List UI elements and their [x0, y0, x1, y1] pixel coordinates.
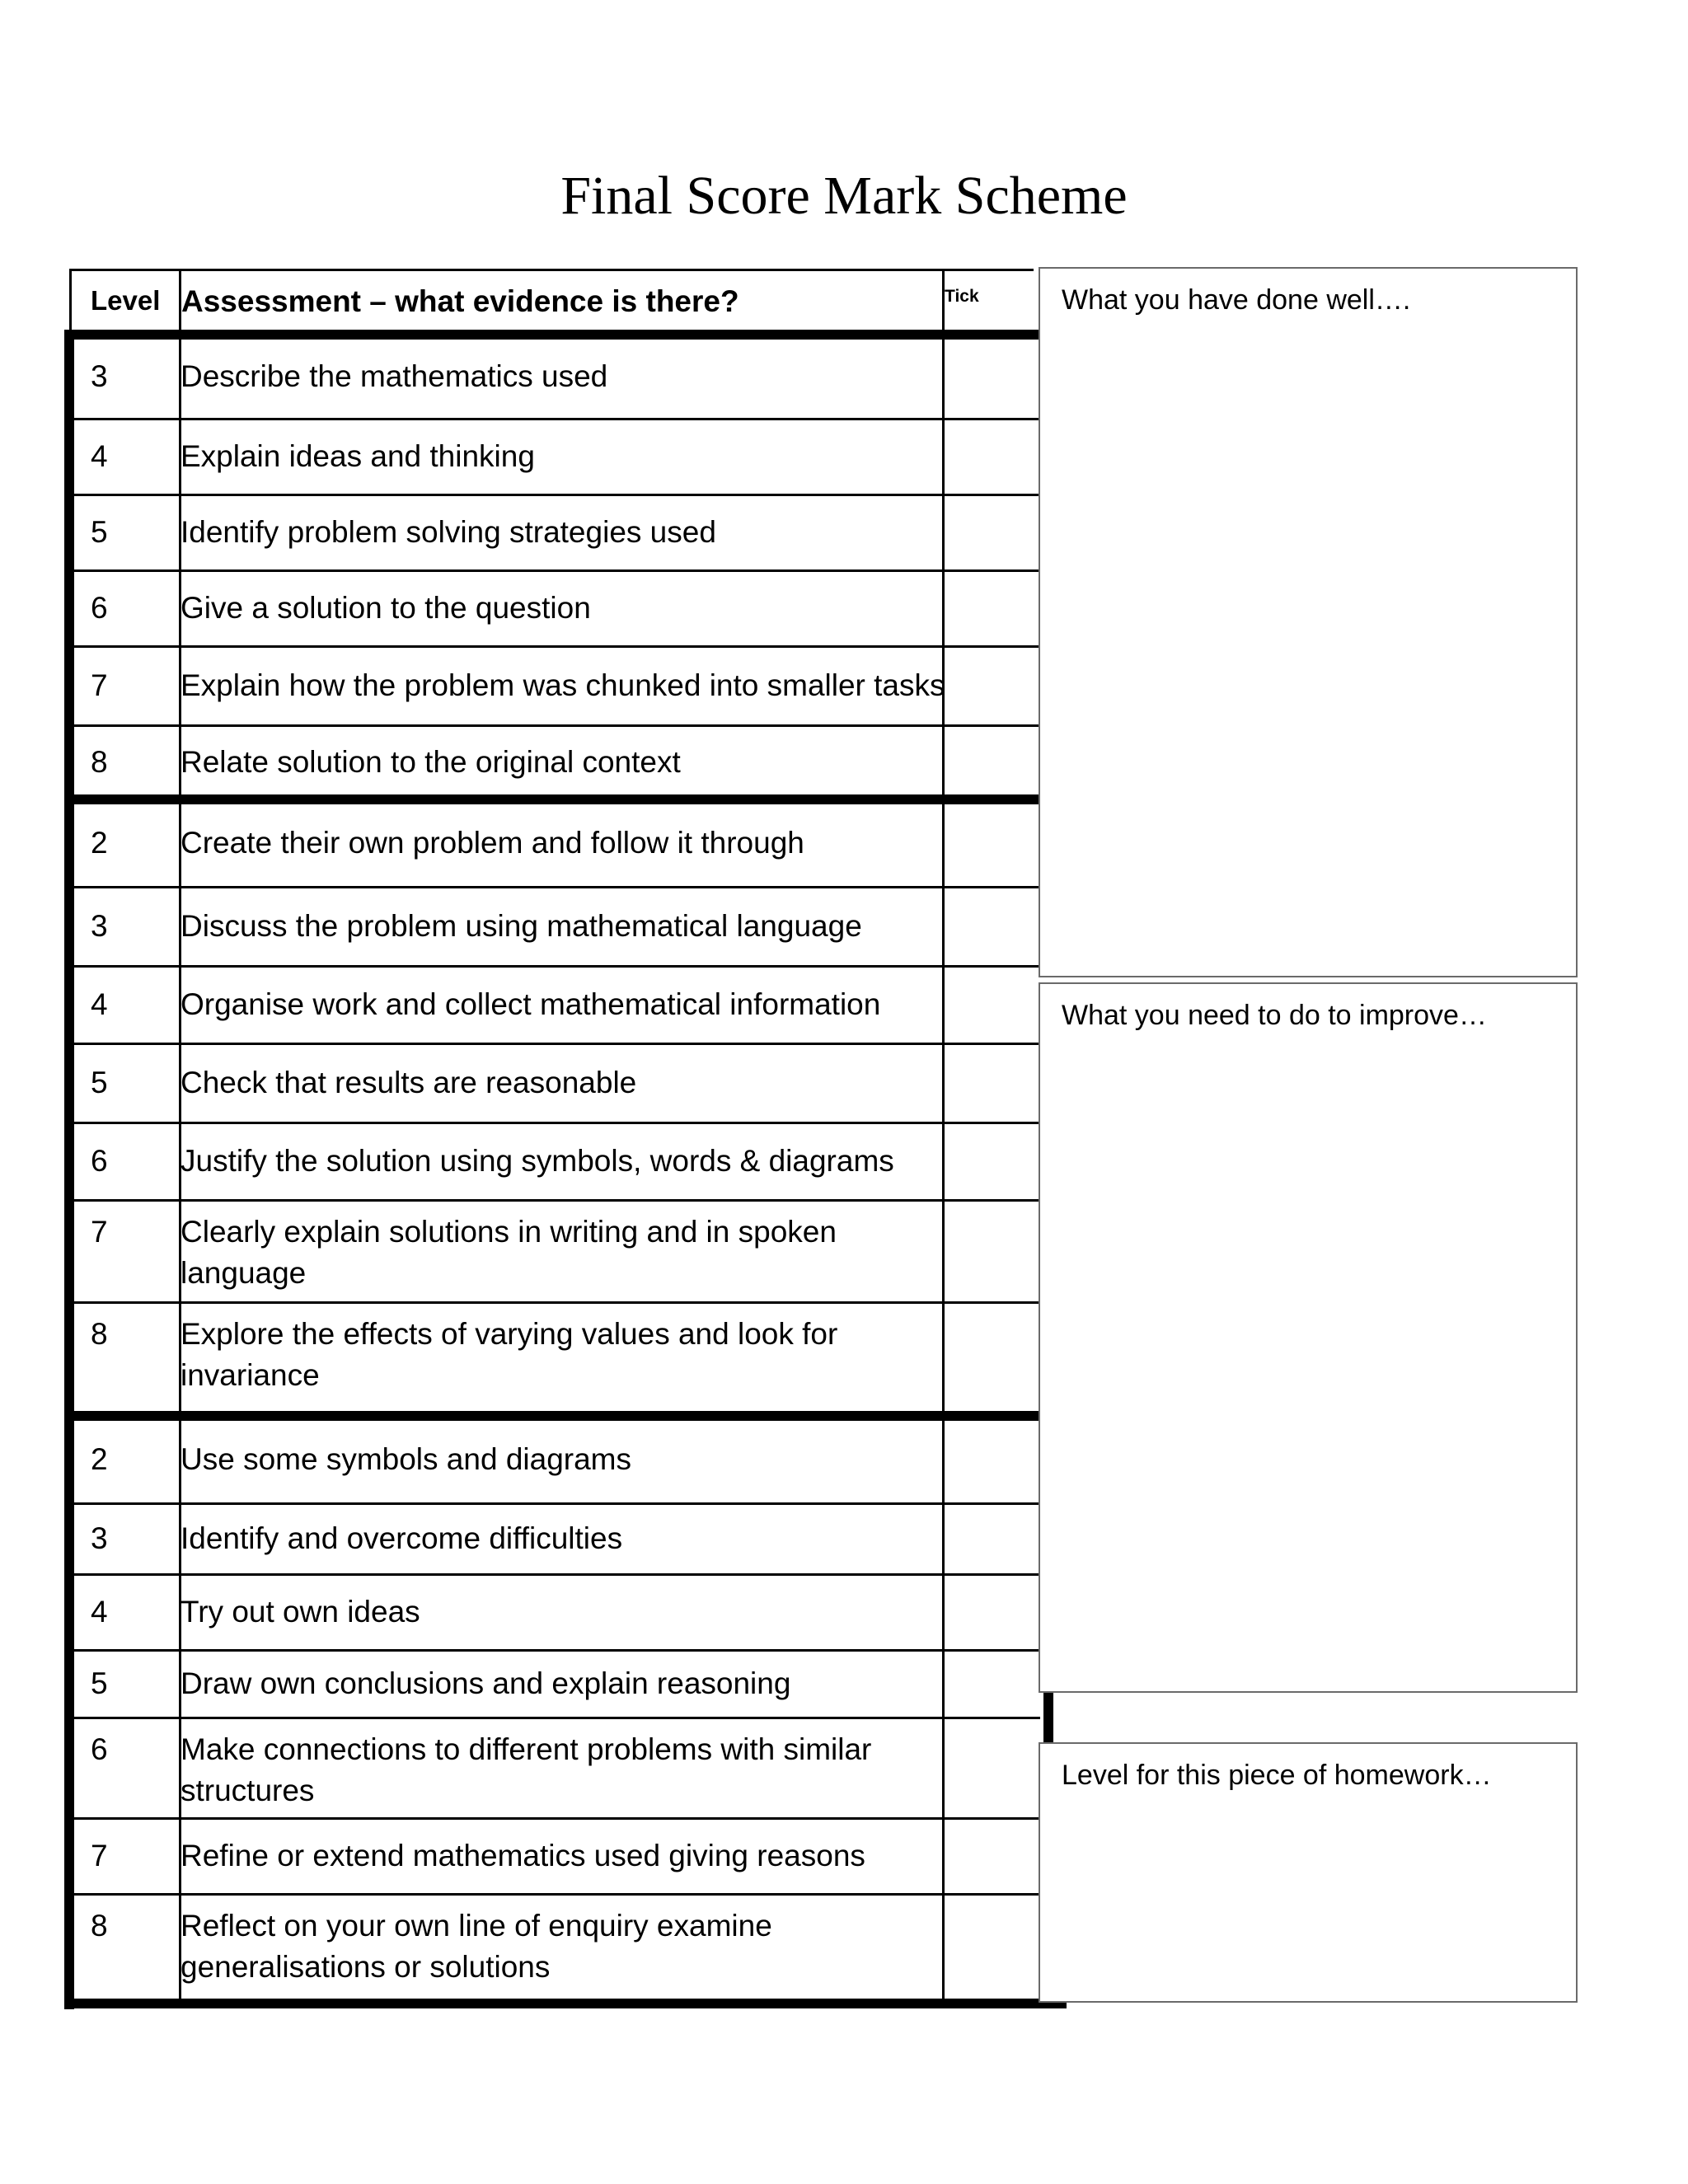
level-cell: 3	[91, 359, 108, 393]
assessment-cell: Clearly explain solutions in writing and in spoken	[181, 1215, 837, 1249]
row-border	[64, 494, 1040, 496]
level-cell: 7	[91, 668, 108, 702]
tick-cell[interactable]	[945, 1045, 1038, 1119]
row-border	[64, 1817, 1040, 1820]
row-border	[64, 1573, 1040, 1576]
level-cell: 2	[91, 826, 108, 860]
tick-cell[interactable]	[945, 1820, 1038, 1891]
level-cell: 2	[91, 1442, 108, 1476]
assessment-cell: Relate solution to the original context	[181, 745, 681, 779]
row-border	[64, 965, 1040, 968]
assessment-cell: Discuss the problem using mathematical language	[181, 909, 862, 943]
assessment-cell: Identify problem solving strategies used	[181, 515, 716, 549]
assessment-cell: structures	[181, 1774, 315, 1807]
level-cell: 8	[91, 1909, 108, 1943]
row-border	[64, 886, 1040, 888]
assessment-cell: Use some symbols and diagrams	[181, 1442, 631, 1476]
row-border	[64, 330, 1040, 340]
assessment-cell: Explore the effects of varying values and look for	[181, 1317, 838, 1351]
level-cell: 4	[91, 439, 108, 473]
tick-cell[interactable]	[945, 801, 1038, 883]
assessment-cell: invariance	[181, 1358, 320, 1392]
level-box[interactable]	[1039, 1742, 1578, 2003]
tick-cell[interactable]	[945, 572, 1038, 643]
assessment-cell: Give a solution to the question	[181, 591, 591, 625]
row-border	[64, 1411, 1040, 1421]
assessment-cell: Try out own ideas	[181, 1595, 420, 1629]
tick-cell[interactable]	[945, 1652, 1038, 1714]
assessment-cell: Justify the solution using symbols, words & diagrams	[181, 1144, 894, 1178]
tick-cell[interactable]	[945, 968, 1038, 1040]
tick-cell[interactable]	[945, 420, 1038, 491]
assessment-cell: Make connections to different problems with similar	[181, 1732, 872, 1766]
row-border	[64, 1893, 1040, 1896]
level-cell: 7	[91, 1839, 108, 1872]
done-well-box[interactable]	[1039, 267, 1578, 977]
row-border	[64, 1301, 1040, 1304]
assessment-cell: Explain how the problem was chunked into smaller tasks	[181, 668, 945, 702]
tick-cell[interactable]	[945, 888, 1038, 963]
tick-cell[interactable]	[945, 336, 1038, 415]
assessment-cell: Refine or extend mathematics used giving reasons	[181, 1839, 865, 1872]
tick-cell[interactable]	[945, 1576, 1038, 1647]
row-border	[64, 1649, 1040, 1652]
level-cell: 8	[91, 1317, 108, 1351]
level-cell: 5	[91, 1666, 108, 1700]
page-title: Final Score Mark Scheme	[560, 166, 1128, 226]
row-border	[64, 1122, 1040, 1124]
assessment-cell: Draw own conclusions and explain reasoning	[181, 1666, 791, 1700]
assessment-cell: Create their own problem and follow it through	[181, 826, 804, 860]
tick-cell[interactable]	[945, 1304, 1038, 1413]
tick-cell[interactable]	[945, 496, 1038, 567]
tick-cell[interactable]	[945, 1896, 1038, 1996]
assessment-cell: generalisations or solutions	[181, 1950, 551, 1984]
assessment-cell: Describe the mathematics used	[181, 359, 608, 393]
tick-cell[interactable]	[945, 1505, 1038, 1571]
assessment-cell: Check that results are reasonable	[181, 1066, 637, 1099]
header-left-border	[69, 269, 72, 335]
row-border	[64, 418, 1040, 420]
improve-label: What you need to do to improve…	[1062, 1000, 1487, 1031]
tick-header: Tick	[945, 287, 979, 306]
done-well-label: What you have done well….	[1062, 284, 1411, 316]
level-cell: 6	[91, 591, 108, 625]
level-header: Level	[91, 285, 161, 316]
row-border	[64, 724, 1040, 727]
tick-cell[interactable]	[945, 727, 1038, 796]
tick-cell[interactable]	[945, 1124, 1038, 1197]
assessment-cell: Reflect on your own line of enquiry examine	[181, 1909, 772, 1943]
level-cell: 3	[91, 909, 108, 943]
level-cell: 3	[91, 1521, 108, 1555]
assessment-cell: language	[181, 1256, 307, 1290]
level-cell: 7	[91, 1215, 108, 1249]
improve-box[interactable]	[1039, 982, 1578, 1693]
tick-cell[interactable]	[945, 1719, 1038, 1815]
row-border	[64, 1043, 1040, 1045]
level-cell: 5	[91, 1066, 108, 1099]
assessment-cell: Explain ideas and thinking	[181, 439, 535, 473]
level-cell: 8	[91, 745, 108, 779]
level-cell: 6	[91, 1732, 108, 1766]
level-cell: 4	[91, 987, 108, 1021]
tick-cell[interactable]	[945, 1202, 1038, 1299]
tick-cell[interactable]	[945, 648, 1038, 722]
level-cell: 5	[91, 515, 108, 549]
row-border	[64, 569, 1040, 572]
assessment-header: Assessment – what evidence is there?	[181, 284, 739, 318]
row-border	[64, 645, 1040, 648]
row-border	[64, 1199, 1040, 1202]
level-cell: 6	[91, 1144, 108, 1178]
header-top-border	[69, 269, 1034, 271]
level-cell: 4	[91, 1595, 108, 1629]
row-border	[64, 1502, 1040, 1505]
row-border	[64, 1717, 1040, 1719]
table-left-border	[64, 330, 74, 2009]
level-box-label: Level for this piece of homework…	[1062, 1760, 1492, 1791]
row-border	[64, 794, 1040, 804]
tick-cell[interactable]	[945, 1418, 1038, 1500]
assessment-cell: Organise work and collect mathematical information	[181, 987, 881, 1021]
row-border	[64, 1999, 1067, 2008]
assessment-cell: Identify and overcome difficulties	[181, 1521, 623, 1555]
